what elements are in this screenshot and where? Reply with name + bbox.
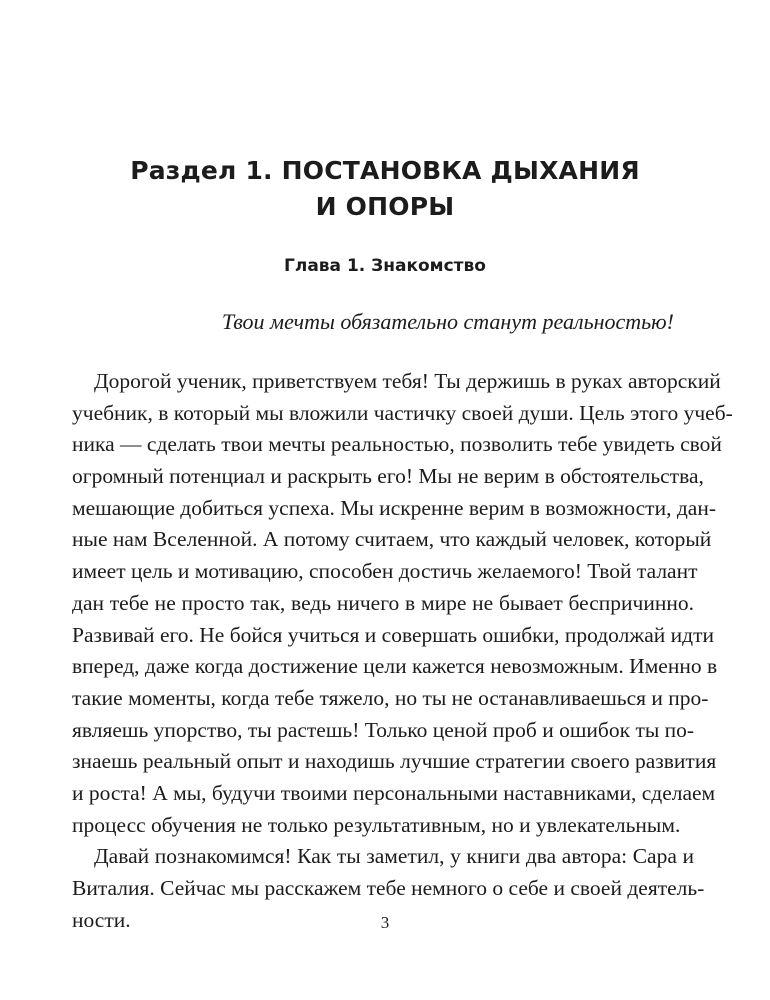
section-title-line-1: Раздел 1. ПОСТАНОВКА ДЫХАНИЯ (130, 156, 640, 185)
paragraph-1-line-6: ные нам Вселенной. А потому считаем, что каждый человек, который (72, 527, 712, 552)
paragraph-1-line-3: ника — сделать твои мечты реальностью, позволить тебе увидеть свой (72, 432, 722, 457)
paragraph-1-line-14: и роста! А мы, будучи твоими персональными наставниками, сделаем (72, 780, 716, 805)
paragraph-1-line-5: мешающие добиться успеха. Мы искренне верим в возможности, дан- (72, 495, 716, 520)
paragraph-1-line-12: являешь упорство, ты растешь! Только ценой проб и ошибок ты по- (72, 717, 695, 742)
page-number: 3 (380, 913, 390, 932)
paragraph-1-line-2: учебник, в который мы вложили частичку своей души. Цель этого учеб- (72, 400, 733, 425)
epigraph: Твои мечты обязательно станут реальностью! (221, 309, 674, 334)
paragraph-2-line-1: Давай познакомимся! Как ты заметил, у книги два автора: Сара и (94, 844, 694, 869)
paragraph-1-line-9: Развивай его. Не бойся учиться и совершать ошибки, продолжай идти (72, 622, 714, 647)
paragraph-1-line-15: процесс обучения не только результативным, но и увлекательным. (72, 812, 681, 837)
paragraph-1-line-13: знаешь реальный опыт и находишь лучшие стратегии своего развития (72, 749, 717, 774)
paragraph-1-line-11: такие моменты, когда тебе тяжело, но ты не останавливаешься и про- (72, 685, 709, 710)
paragraph-2-line-2: Виталия. Сейчас мы расскажем тебе немного о себе и своей деятель- (72, 876, 705, 900)
section-title (0, 153, 770, 225)
chapter-title: Глава 1. Знакомство (284, 256, 486, 276)
paragraph-1-line-7: имеет цель и мотивацию, способен достичь желаемого! Твой талант (72, 559, 698, 584)
section-title-line-2: И ОПОРЫ (315, 192, 455, 221)
body-text (72, 366, 733, 936)
paragraph-1-line-4: огромный потенциал и раскрыть его! Мы не верим в обстоятельства, (72, 464, 704, 489)
paragraph-1-line-8: дан тебе не просто так, ведь ничего в мире не бывает беспричинно. (72, 590, 694, 615)
paragraph-2-line-3: ности. (72, 907, 131, 932)
paragraph-1-line-1: Дорогой ученик, приветствуем тебя! Ты держишь в руках авторский (94, 369, 721, 393)
paragraph-1-line-10: вперед, даже когда достижение цели кажется невозможным. Именно в (72, 654, 718, 679)
